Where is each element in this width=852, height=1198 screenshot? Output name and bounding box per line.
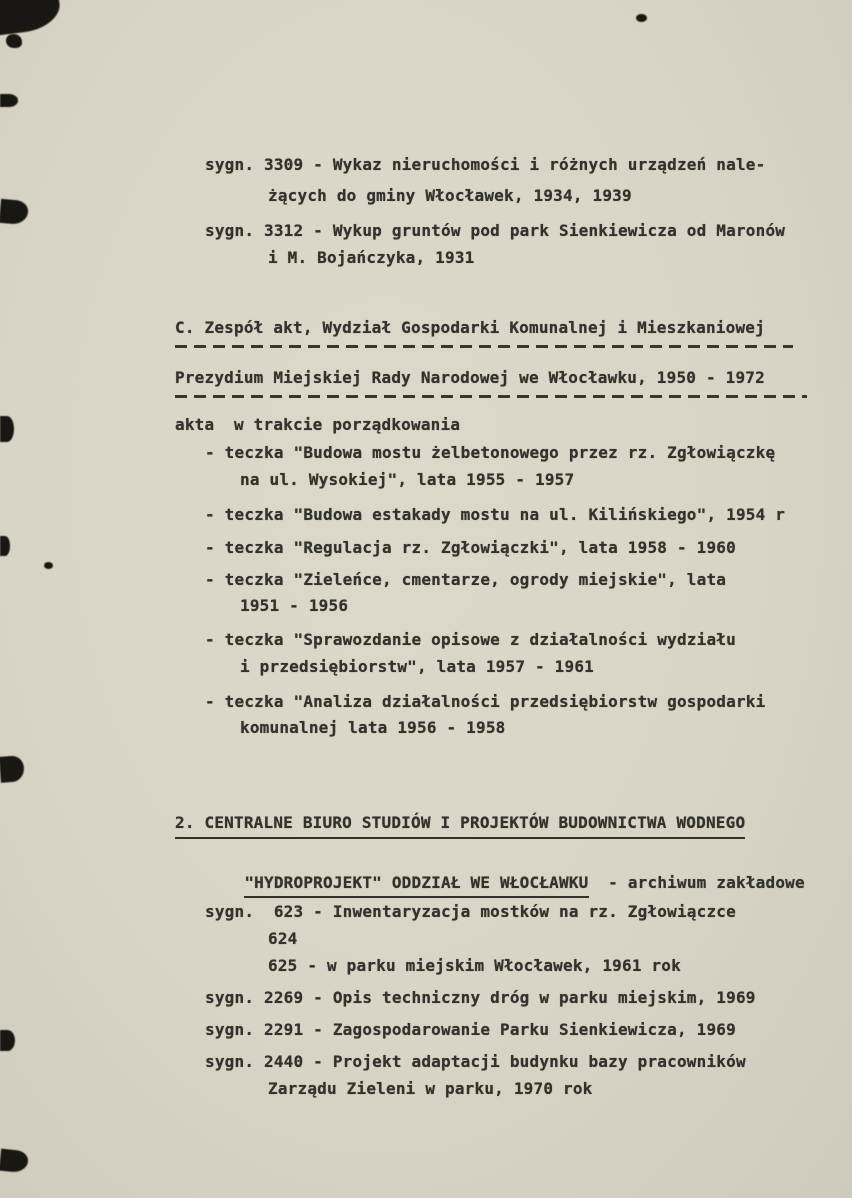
section-2-heading-suffix: - archiwum zakładowe [588, 873, 805, 892]
entry-3309-line2: żących do gminy Włocławek, 1934, 1939 [268, 186, 632, 205]
teczka-item-line: - teczka "Regulacja rz. Zgłowiączki", lata 1958 - 1960 [205, 538, 736, 557]
entry-623-line1: sygn. 623 - Inwentaryzacja mostków na rz. Zgłowiączce [205, 902, 736, 921]
entry-2440-line2: Zarządu Zieleni w parku, 1970 rok [268, 1079, 593, 1098]
scan-artifact [0, 755, 25, 783]
entry-3309-line1: sygn. 3309 - Wykaz nieruchomości i różnych urządzeń nale- [205, 155, 766, 174]
teczka-item-line: - teczka "Budowa estakady mostu na ul. Kilińskiego", 1954 r [205, 505, 786, 524]
section-c-heading-line1: C. Zespół akt, Wydział Gospodarki Komunalnej i Mieszkaniowej [175, 318, 765, 337]
scan-artifact [0, 1149, 29, 1174]
entry-2269-line1: sygn. 2269 - Opis techniczny dróg w parku miejskim, 1969 [205, 988, 756, 1007]
section-2-heading-underlined: "HYDROPROJEKT" ODDZIAŁ WE WŁOCŁAWKU [244, 873, 588, 898]
scan-artifact [0, 199, 29, 225]
scan-artifact [0, 0, 63, 36]
teczka-item-line: na ul. Wysokiej", lata 1955 - 1957 [240, 470, 575, 489]
entry-2440-line1: sygn. 2440 - Projekt adaptacji budynku bazy pracowników [205, 1052, 746, 1071]
scan-artifact [0, 416, 14, 442]
entry-3312-line1: sygn. 3312 - Wykup gruntów pod park Sienkiewicza od Maronów [205, 221, 786, 240]
entry-623-line3: 625 - w parku miejskim Włocławek, 1961 rok [268, 956, 681, 975]
scan-artifact [44, 562, 53, 569]
scan-artifact [636, 14, 647, 22]
section-2-heading-line1: 2. CENTRALNE BIURO STUDIÓW I PROJEKTÓW BUDOWNICTWA WODNEGO [175, 813, 745, 839]
section-c-heading-line2: Prezydium Miejskiej Rady Narodowej we Włocławku, 1950 - 1972 [175, 368, 765, 387]
teczka-item-line: - teczka "Budowa mostu żelbetonowego przez rz. Zgłowiączkę [205, 443, 776, 462]
scan-artifact [0, 536, 10, 556]
section-c-status: akta w trakcie porządkowania [175, 415, 461, 434]
scan-artifact [0, 94, 18, 107]
scan-artifact [0, 1030, 15, 1051]
entry-2291-line1: sygn. 2291 - Zagospodarowanie Parku Sienkiewicza, 1969 [205, 1020, 736, 1039]
teczka-item-line: - teczka "Sprawozdanie opisowe z działalności wydziału [205, 630, 736, 649]
entry-3312-line2: i M. Bojańczyka, 1931 [268, 248, 475, 267]
teczka-item-line: - teczka "Zieleńce, cmentarze, ogrody miejskie", lata [205, 570, 727, 589]
dashed-underline [175, 395, 807, 398]
teczka-item-line: - teczka "Analiza działalności przedsiębiorstw gospodarki [205, 692, 766, 711]
entry-623-line2: 624 [268, 929, 298, 948]
scan-artifact [6, 34, 22, 48]
teczka-item-line: 1951 - 1956 [240, 596, 349, 615]
dashed-underline [175, 345, 793, 348]
teczka-item-line: i przedsiębiorstw", lata 1957 - 1961 [240, 657, 594, 676]
teczka-item-line: komunalnej lata 1956 - 1958 [240, 718, 506, 737]
